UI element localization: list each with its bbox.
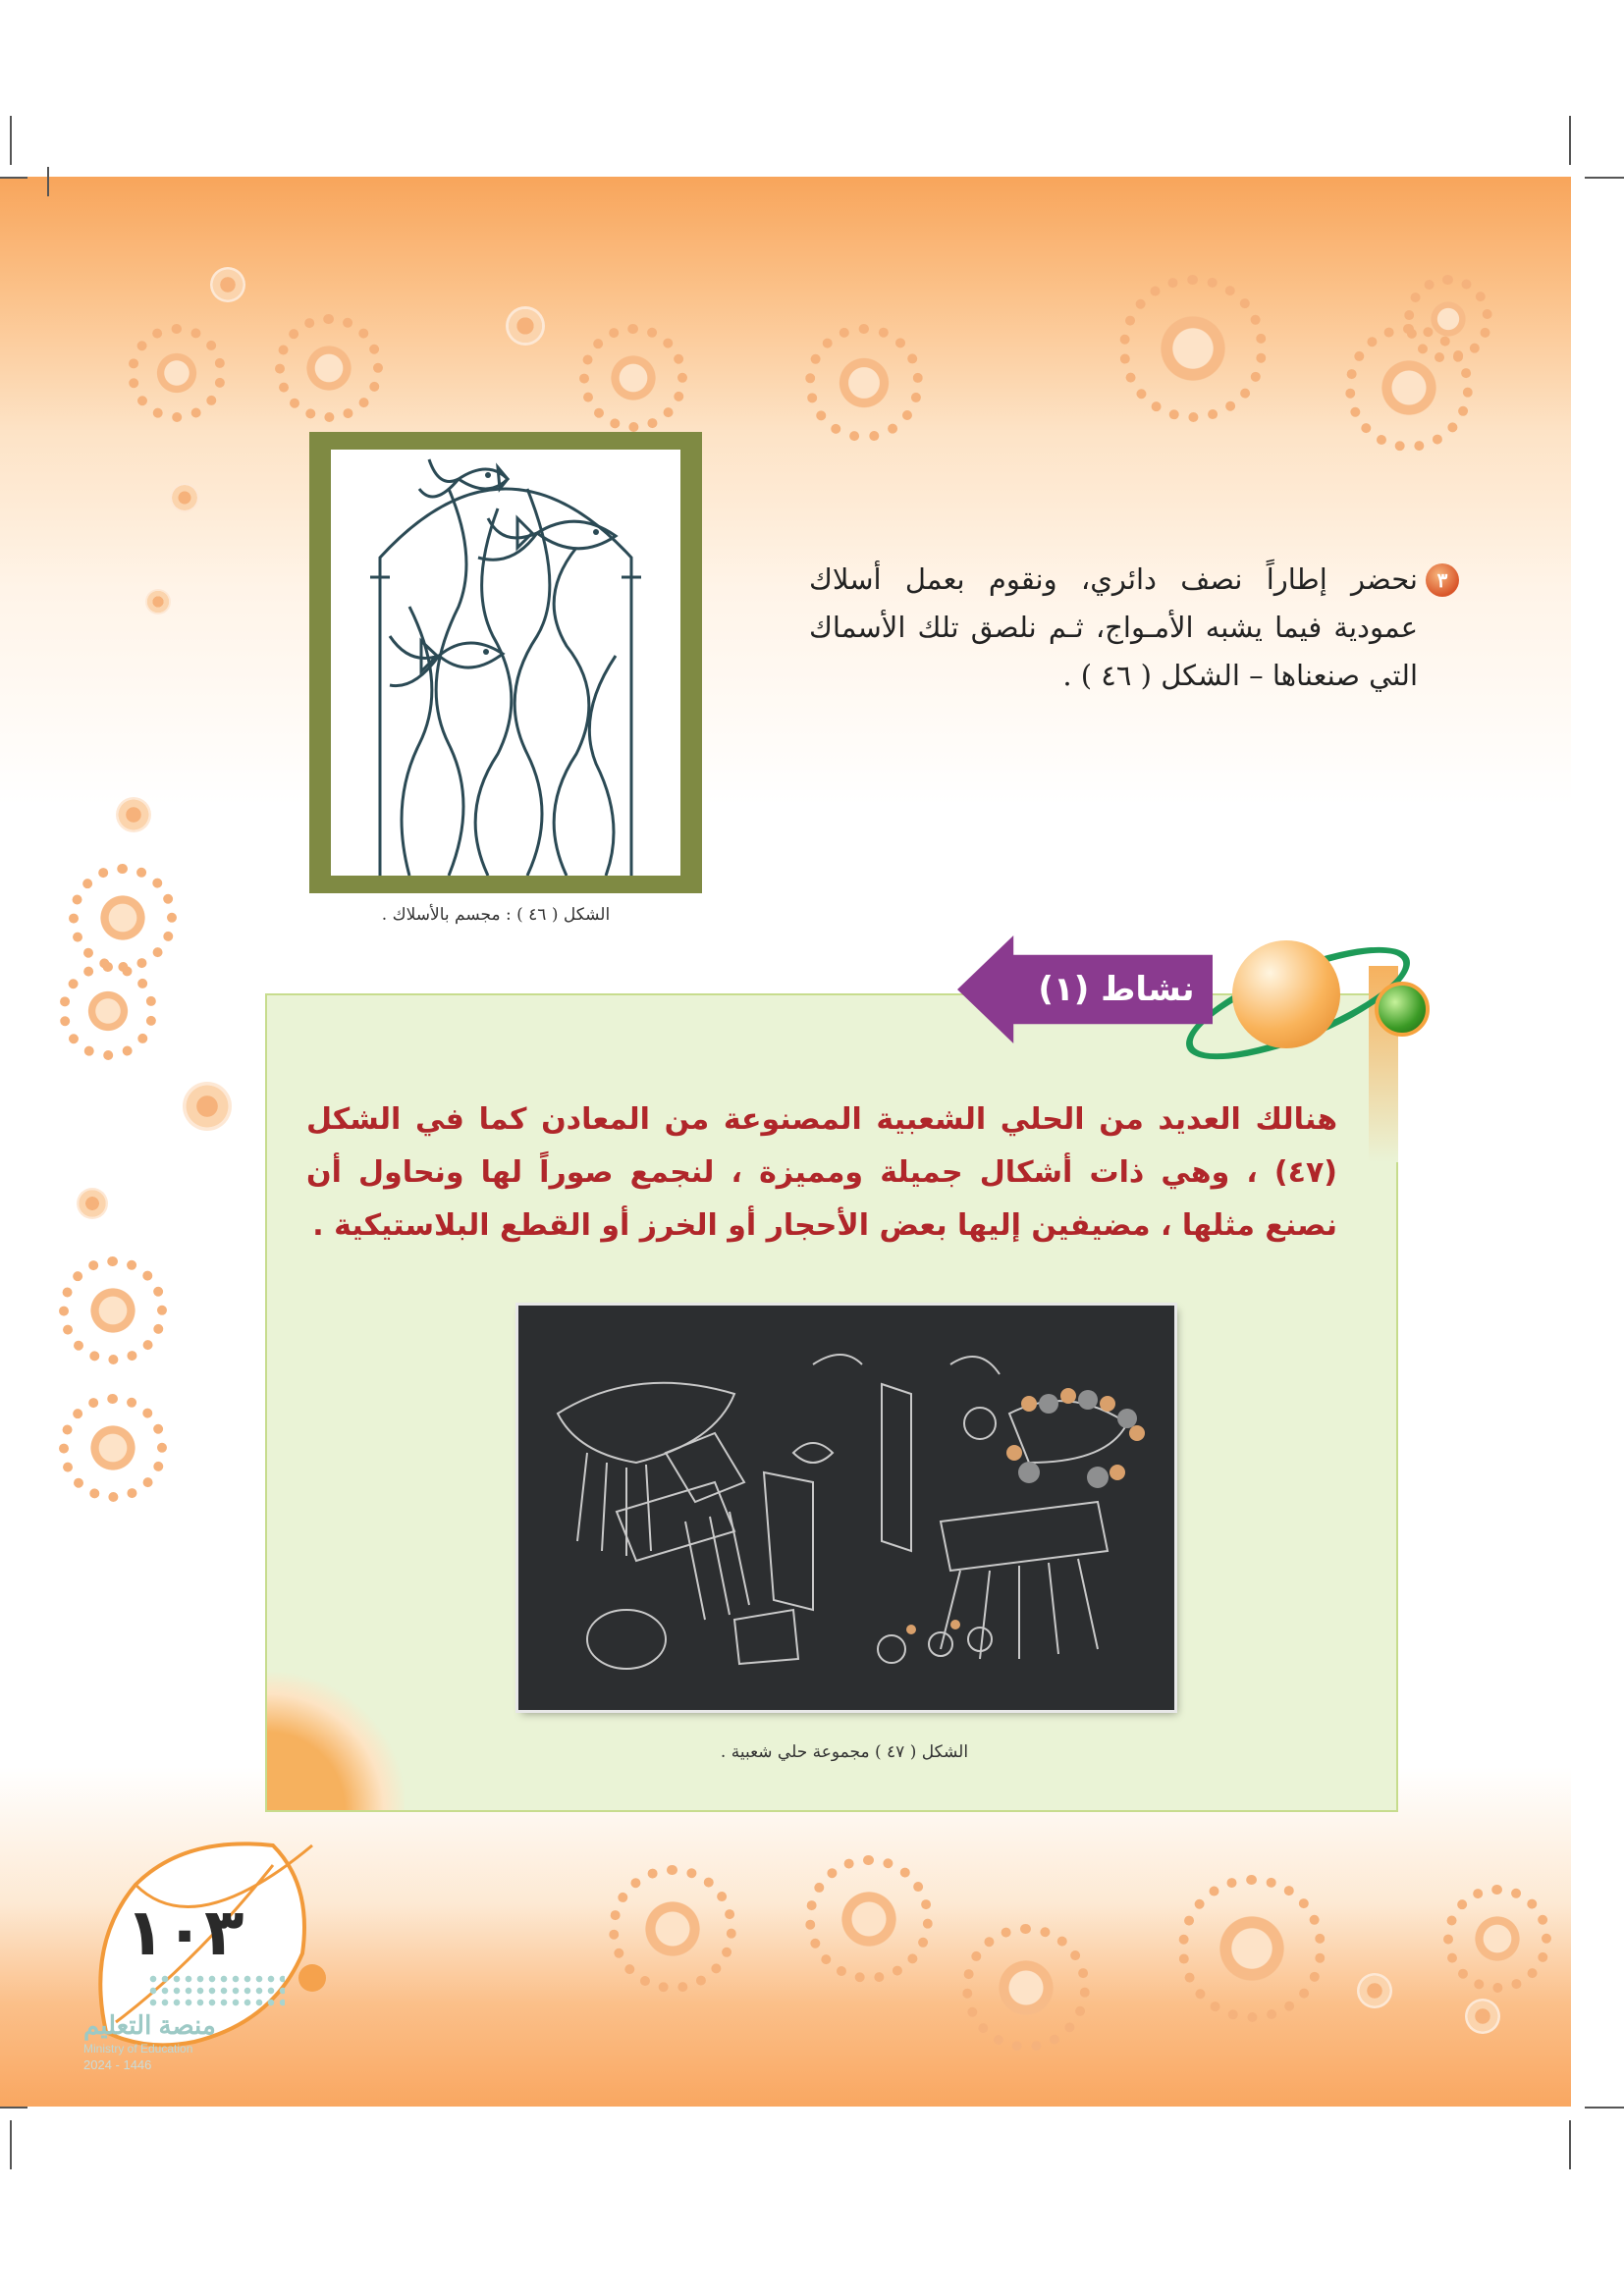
flower-dot xyxy=(170,483,199,512)
step-3-text: نحضر إطاراً نصف دائري، ونقوم بعمل أسلاك عمودية فيما يشبه الأمـواج، ثـم نلصق تلك الأسماك التي صنعناها – الشكل ( ٤٦ ) . xyxy=(809,562,1418,692)
activity-badge xyxy=(957,928,1242,1055)
flower-ornament xyxy=(805,1855,933,1983)
flower-ornament xyxy=(59,1394,167,1502)
platform-logo-name: منصة التعليم xyxy=(83,2010,216,2040)
step-3-paragraph xyxy=(809,556,1448,700)
crop-mark xyxy=(0,2107,27,2109)
flower-ornament xyxy=(1443,1885,1551,1993)
flower-ornament xyxy=(59,962,157,1060)
flower-dot xyxy=(77,1188,108,1219)
flower-ornament xyxy=(609,1865,736,1993)
activity-badge-label: نشاط (١) xyxy=(1038,970,1195,1009)
flower-dot xyxy=(506,306,545,346)
platform-logo-subtitle: Ministry of Education xyxy=(83,2042,193,2056)
page-number: ١٠٣ xyxy=(125,1895,244,1970)
crop-mark xyxy=(10,116,12,165)
flower-ornament xyxy=(128,324,226,422)
crop-mark xyxy=(47,167,49,196)
crop-mark xyxy=(1585,177,1624,179)
crop-mark xyxy=(0,177,27,179)
flower-dot xyxy=(1357,1973,1392,2008)
figure-46-image xyxy=(331,450,680,876)
flower-ornament xyxy=(805,324,923,442)
flower-dot xyxy=(183,1082,232,1131)
crop-mark xyxy=(10,2120,12,2169)
flower-ornament xyxy=(1178,1875,1326,2022)
activity-text: هنالك العديد من الحلي الشعبية المصنوعة من المعادن كما في الشكل (٤٧) ، وهي ذات أشكال جميلة ومميزة ، لنجمع صوراً لها ونحاول أن نصنع مثلها ، مضيفين إليها بعض الأحجار أو الخرز أو القطع البلاستيكية . xyxy=(306,1102,1337,1243)
flower-ornament xyxy=(275,314,383,422)
flower-ornament xyxy=(59,1256,167,1364)
crop-mark xyxy=(1569,116,1571,165)
wire-fish-drawing xyxy=(331,450,680,876)
logo-dot-pattern xyxy=(147,1973,285,2006)
flower-dot xyxy=(210,267,245,302)
activity-corner-ornament xyxy=(267,1673,405,1810)
crop-mark xyxy=(1585,2107,1624,2109)
figure-47-caption: الشكل ( ٤٧ ) مجموعة حلي شعبية . xyxy=(720,1742,969,1762)
figure-47-photo xyxy=(518,1306,1174,1710)
flower-ornament xyxy=(1404,275,1492,363)
figure-46-frame xyxy=(309,432,702,893)
flower-dot xyxy=(116,797,151,832)
flower-ornament xyxy=(1119,275,1267,422)
step-number-badge: ٣ xyxy=(1426,563,1459,597)
flower-ornament xyxy=(579,324,687,432)
flower-ornament xyxy=(962,1924,1090,2052)
crop-mark xyxy=(1569,2120,1571,2169)
flower-dot xyxy=(1465,1999,1500,2034)
flower-ornament xyxy=(69,864,177,972)
flower-dot xyxy=(145,589,171,614)
green-ball-icon xyxy=(1375,982,1430,1037)
figure-46-caption: الشكل ( ٤٦ ) : مجسم بالأسلاك . xyxy=(381,905,611,925)
platform-logo-year: 2024 - 1446 xyxy=(83,2057,152,2072)
planet-icon xyxy=(1232,940,1340,1048)
folk-jewelry-photo xyxy=(518,1306,1174,1710)
